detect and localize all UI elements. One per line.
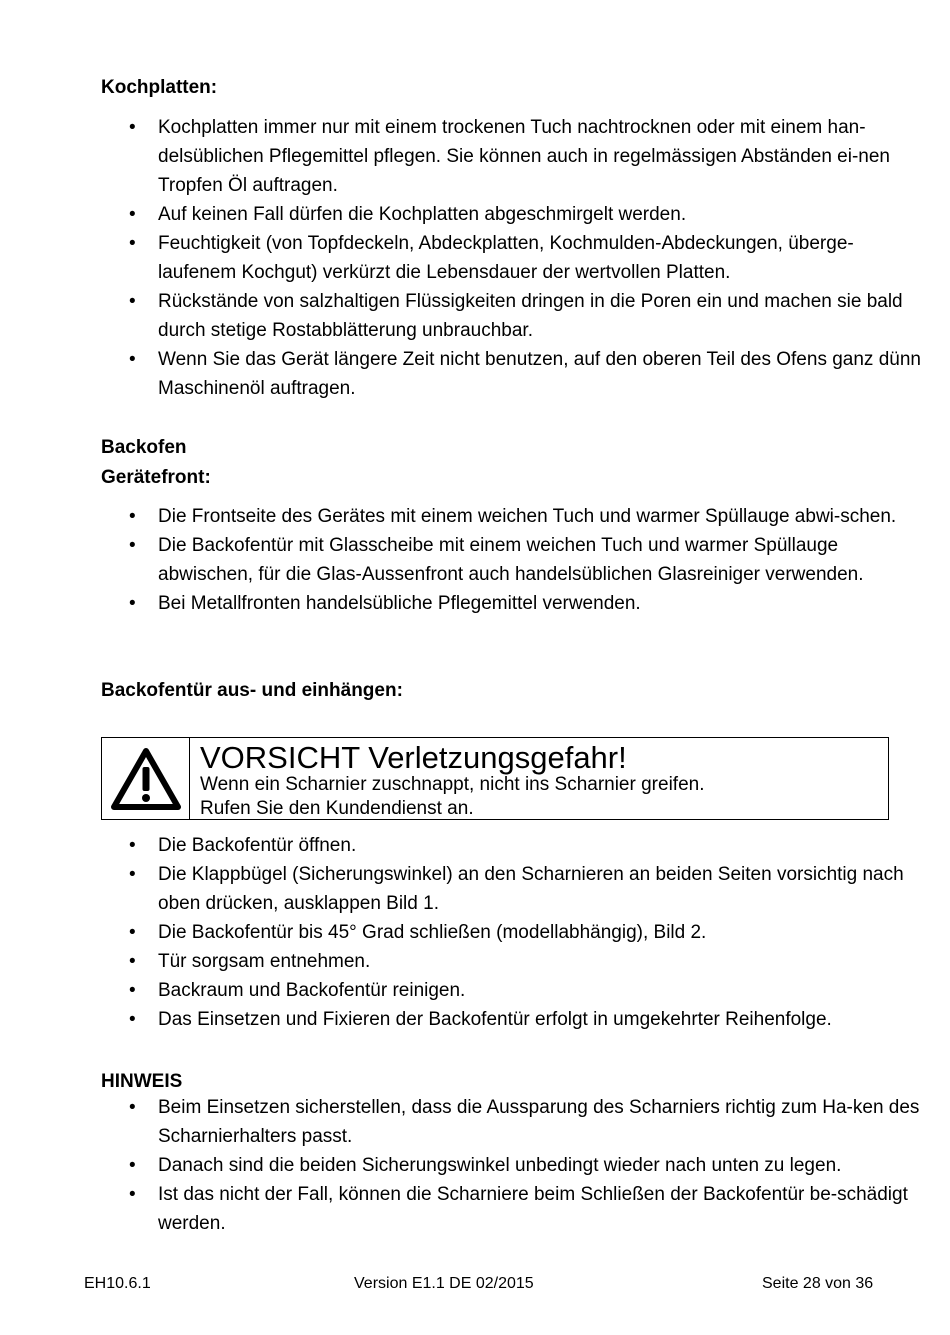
list-item: • Die Backofentür öffnen. xyxy=(101,831,931,860)
list-item: • Beim Einsetzen sicherstellen, dass die Aussparung des Scharniers richtig zum Ha-ken des Scharnierhalters passt. xyxy=(101,1093,931,1151)
subheading-geraetefront: Gerätefront: xyxy=(101,467,211,488)
warning-box xyxy=(101,737,889,820)
footer-model: EH10.6.1 xyxy=(84,1275,151,1292)
warning-text-line-2: Rufen Sie den Kundendienst an. xyxy=(200,798,474,819)
list-item: • Die Frontseite des Gerätes mit einem weichen Tuch und warmer Spüllauge abwi-schen. xyxy=(101,502,931,531)
list-item: • Feuchtigkeit (von Topfdeckeln, Abdeckplatten, Kochmulden-Abdeckungen, überge-laufenem Kochgut) verkürzt die Lebensdauer der wertvollen Platten. xyxy=(101,229,931,287)
list-item: • Danach sind die beiden Sicherungswinkel unbedingt wieder nach unten zu legen. xyxy=(101,1151,931,1180)
warning-icon-cell xyxy=(102,738,190,819)
geraetefront-list xyxy=(101,502,931,618)
list-item: • Auf keinen Fall dürfen die Kochplatten abgeschmirgelt werden. xyxy=(101,200,931,229)
list-item: • Rückstände von salzhaltigen Flüssigkeiten dringen in die Poren ein und machen sie bald durch stetige Rostabblätterung unbrauchbar. xyxy=(101,287,931,345)
warning-title: VORSICHT Verletzungsgefahr! xyxy=(200,740,627,775)
backofentuer-list xyxy=(101,831,931,1034)
footer-version: Version E1.1 DE 02/2015 xyxy=(354,1275,534,1292)
section-heading-backofen: Backofen xyxy=(101,437,187,458)
list-item: • Ist das nicht der Fall, können die Scharniere beim Schließen der Backofentür be-schädigt werden. xyxy=(101,1180,931,1238)
kochplatten-list xyxy=(101,113,931,403)
list-item: • Das Einsetzen und Fixieren der Backofentür erfolgt in umgekehrter Reihenfolge. xyxy=(101,1005,931,1034)
list-item: • Tür sorgsam entnehmen. xyxy=(101,947,931,976)
warning-text-line-1: Wenn ein Scharnier zuschnappt, nicht ins Scharnier greifen. xyxy=(200,774,705,795)
section-heading-hinweis: HINWEIS xyxy=(101,1071,183,1092)
list-item: • Die Backofentür bis 45° Grad schließen (modellabhängig), Bild 2. xyxy=(101,918,931,947)
section-heading-kochplatten: Kochplatten: xyxy=(101,77,218,98)
list-item: • Backraum und Backofentür reinigen. xyxy=(101,976,931,1005)
list-item: • Bei Metallfronten handelsübliche Pflegemittel verwenden. xyxy=(101,589,931,618)
list-item: • Die Backofentür mit Glasscheibe mit einem weichen Tuch und warmer Spüllauge abwischen, für die Glas-Aussenfront auch handelsüblichen Glasreiniger verwenden. xyxy=(101,531,931,589)
list-item: • Die Klappbügel (Sicherungswinkel) an den Scharnieren an beiden Seiten vorsichtig nach oben drücken, ausklappen Bild 1. xyxy=(101,860,931,918)
list-item: • Kochplatten immer nur mit einem trockenen Tuch nachtrocknen oder mit einem han-delsüblichen Pflegemittel pflegen. Sie können auch in regelmässigen Abständen ei-nen Tropfen Öl auftragen. xyxy=(101,113,931,200)
footer-page-number: Seite 28 von 36 xyxy=(762,1275,874,1292)
warning-triangle-icon xyxy=(110,747,182,811)
hinweis-list xyxy=(101,1093,931,1238)
list-item: • Wenn Sie das Gerät längere Zeit nicht benutzen, auf den oberen Teil des Ofens ganz dünn Maschinenöl auftragen. xyxy=(101,345,931,403)
section-heading-backofentuer: Backofentür aus- und einhängen: xyxy=(101,680,403,701)
